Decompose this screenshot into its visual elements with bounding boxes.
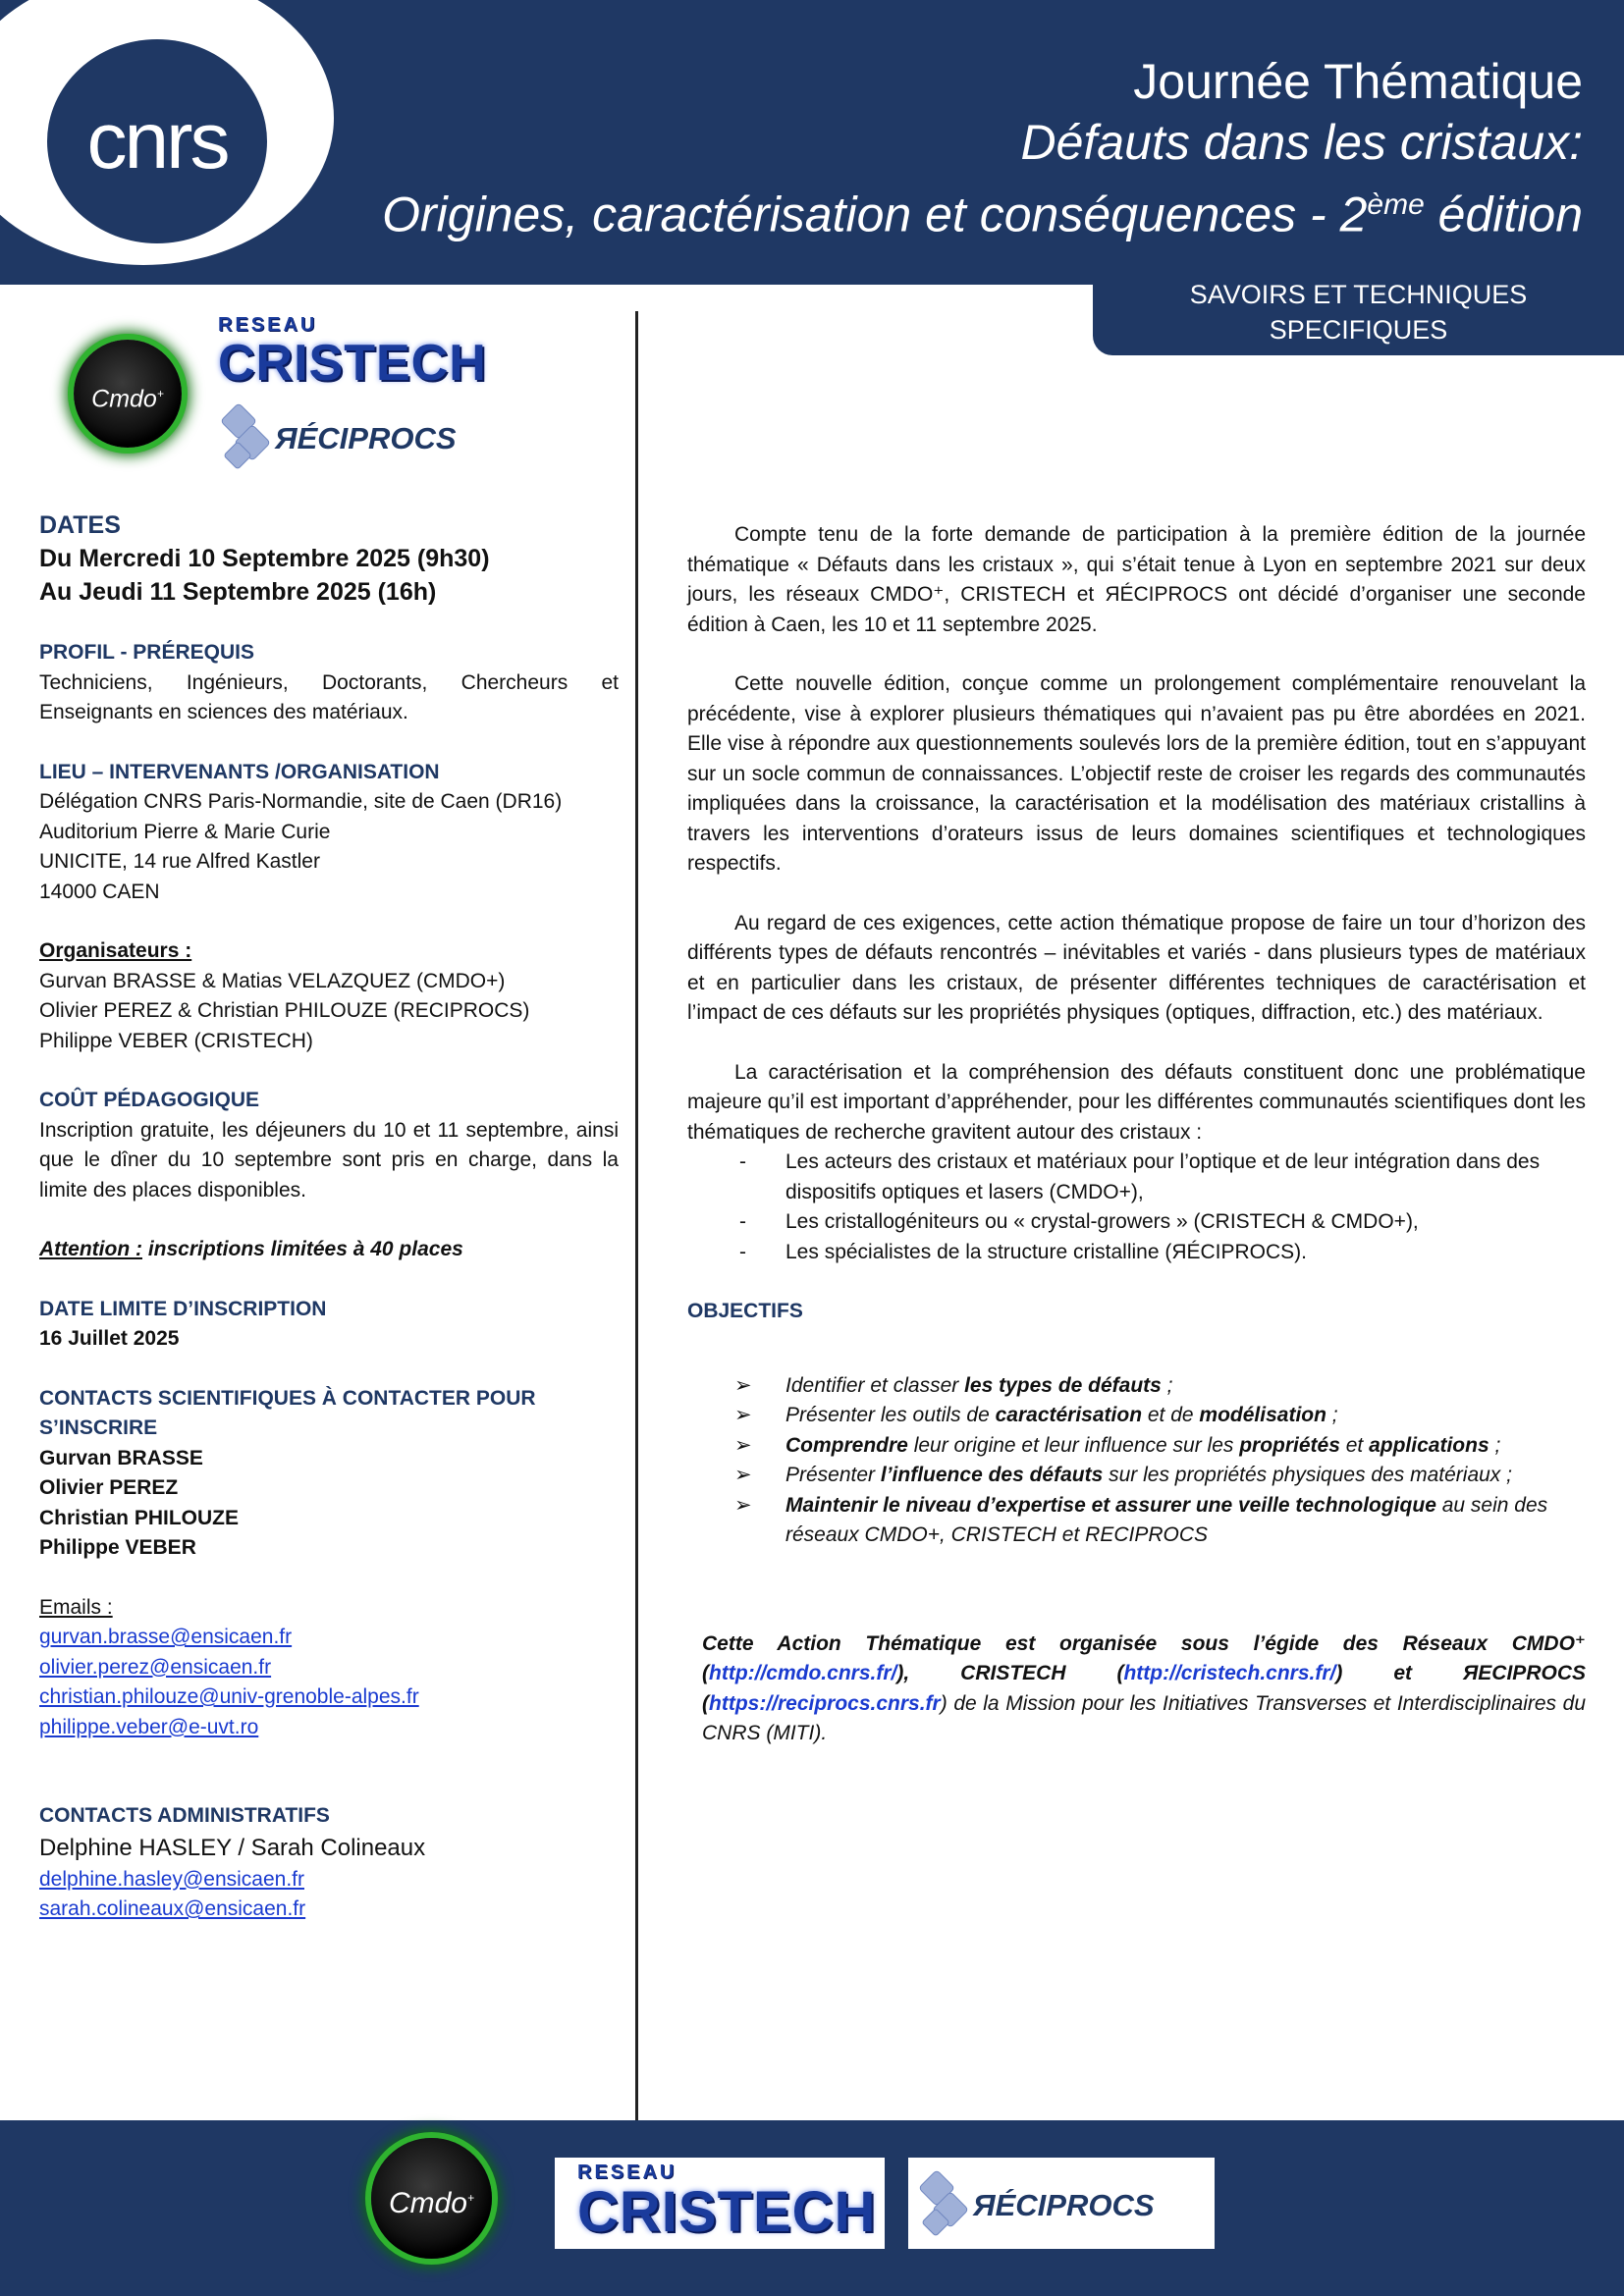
list-item: ➢ Comprendre leur origine et leur influence sur les propriétés et applications ; (687, 1431, 1586, 1462)
arrow-bullet-icon: ➢ (734, 1493, 752, 1517)
cout-text: Inscription gratuite, les déjeuners du 10 et 11 septembre, ainsi que le dîner du 10 septembre sont pris en charge, dans la limite des places disponibles. (39, 1118, 619, 1201)
dates-heading: DATES (39, 511, 121, 539)
lieu-line: Auditorium Pierre & Marie Curie (39, 820, 331, 843)
email-link[interactable]: delphine.hasley@ensicaen.fr (39, 1867, 304, 1891)
dates-line-1: Du Mercredi 10 Septembre 2025 (9h30) (39, 545, 490, 572)
cnrs-logo: cnrs (47, 39, 267, 243)
intro-paragraph-1: Compte tenu de la forte demande de participation à la première édition de la journée thématique « Défauts dans les cristaux », qui s’était tenue à Lyon en septembre 2021 sur deux jours, les réseaux CMDO⁺, CRISTECH et ЯÉCIPROCS ont décidé d’organiser une seconde édition à Caen, les 10 et 11 septembre 2025. (687, 523, 1586, 636)
category-tab: SAVOIRS ET TECHNIQUES SPECIFIQUES (1093, 265, 1624, 355)
cmdo-logo: Cmdo+ (74, 340, 182, 448)
header-banner (0, 0, 1624, 285)
contact-name: Philippe VEBER (39, 1536, 196, 1559)
left-column (39, 508, 619, 1925)
contact-name: Gurvan BRASSE (39, 1446, 203, 1469)
right-column (687, 520, 1586, 1749)
arrow-bullet-icon: ➢ (734, 1433, 752, 1457)
lieu-heading: LIEU – INTERVENANTS /ORGANISATION (39, 760, 440, 783)
profil-heading: PROFIL - PRÉREQUIS (39, 641, 254, 664)
organisateur: Philippe VEBER (CRISTECH) (39, 1029, 313, 1052)
arrow-bullet-icon: ➢ (734, 1404, 752, 1426)
intro-paragraph-4: La caractérisation et la compréhension des défauts constituent donc une problématique majeure qu’il est important d’appréhender, pour les différentes communautés scientifiques dont les thématiques de recherche gravitent autour des cristaux : (687, 1060, 1586, 1144)
contacts-heading: CONTACTS SCIENTIFIQUES À CONTACTER POUR S’INSCRIRE (39, 1386, 536, 1439)
community-list (687, 1148, 1586, 1267)
list-item: - Les spécialistes de la structure cristalline (ЯÉCIPROCS). (739, 1240, 1308, 1263)
cmdo-link[interactable]: http://cmdo.cnrs.fr/ (709, 1662, 897, 1684)
reciprocs-link[interactable]: https://reciprocs.cnrs.fr (709, 1691, 941, 1715)
admin-heading: CONTACTS ADMINISTRATIFS (39, 1804, 330, 1827)
list-item: ➢ Identifier et classer les types de défauts ; (687, 1371, 1586, 1402)
attention-note: Attention : inscriptions limitées à 40 places (39, 1238, 463, 1260)
limite-date: 16 Juillet 2025 (39, 1327, 180, 1350)
title-line-3: Origines, caractérisation et conséquences - 2ème édition (382, 187, 1583, 242)
contact-name: Olivier PEREZ (39, 1476, 179, 1499)
column-divider (635, 311, 638, 2120)
email-link[interactable]: philippe.veber@e-uvt.ro (39, 1715, 259, 1738)
admin-names: Delphine HASLEY / Sarah Colineaux (39, 1834, 426, 1861)
reciprocs-logo: ЯÉCIPROCS (918, 2167, 1155, 2244)
page-title (382, 51, 1583, 247)
title-line-2: Défauts dans les cristaux: (1020, 115, 1583, 170)
title-line-1: Journée Thématique (1133, 54, 1583, 109)
cout-heading: COÛT PÉDAGOGIQUE (39, 1089, 260, 1111)
organisateur: Gurvan BRASSE & Matias VELAZQUEZ (CMDO+) (39, 969, 506, 992)
list-item: ➢ Présenter l’influence des défauts sur les propriétés physiques des matériaux ; (687, 1461, 1586, 1491)
limite-heading: DATE LIMITE D’INSCRIPTION (39, 1297, 327, 1320)
email-link[interactable]: gurvan.brasse@ensicaen.fr (39, 1626, 293, 1648)
objectifs-heading: OBJECTIFS (687, 1300, 803, 1322)
contact-name: Christian PHILOUZE (39, 1506, 240, 1529)
reciprocs-logo: ЯÉCIPROCS (220, 400, 457, 477)
cristech-logo: RESEAU CRISTECH (218, 314, 487, 392)
list-item: - Les cristallogéniteurs ou « crystal-growers » (CRISTECH & CMDO+), (739, 1210, 1419, 1233)
intro-paragraph-2: Cette nouvelle édition, conçue comme un prolongement complémentaire renouvelant la précédente, vise à explorer plusieurs thématiques qui n’avaient pas pu être abordées en 2021. Elle vise à répondre aux questionnements soulevés lors de la première édition, tout en s’appuyant sur un socle commun de connaissances. L’objectif reste de croiser les regards des communautés impliquées dans la croissance, la caractérisation et la modélisation des matériaux cristallins à travers les interventions d’orateurs issus de leurs domaines scientifiques et technologiques respectifs. (687, 672, 1586, 875)
email-link[interactable]: olivier.perez@ensicaen.fr (39, 1655, 272, 1679)
arrow-bullet-icon: ➢ (734, 1464, 752, 1486)
arrow-bullet-icon: ➢ (734, 1373, 752, 1397)
list-item: ➢ Maintenir le niveau d’expertise et assurer une veille technologique au sein des réseaux CMDO+, CRISTECH et RECIPROCS (687, 1491, 1586, 1551)
lieu-line: UNICITE, 14 rue Alfred Kastler (39, 850, 320, 873)
cristech-link[interactable]: http://cristech.cnrs.fr/ (1123, 1662, 1336, 1684)
profil-text: Techniciens, Ingénieurs, Doctorants, Chercheurs et Enseignants en sciences des matériaux. (39, 670, 619, 723)
closing-statement: Cette Action Thématique est organisée sous l’égide des Réseaux CMDO⁺ (http://cmdo.cnrs.fr/), CRISTECH (http://cristech.cnrs.fr/) et ЯECIPROCS (https://reciprocs.cnrs.fr) de la Mission pour les Initiatives Transverses et Interdisciplinaires du CNRS (MITI). (702, 1631, 1586, 1744)
list-item: - Les acteurs des cristaux et matériaux pour l’optique et de leur intégration dans des dispositifs optiques et lasers (CMDO+), (739, 1150, 1541, 1203)
objectifs-list (687, 1371, 1586, 1551)
intro-paragraph-3: Au regard de ces exigences, cette action thématique propose de faire un tour d’horizon des différents types de défauts rencontrés – inévitables et variés - dans plusieurs types de matériaux et en particulier dans les cristaux, de présenter différentes techniques de caractérisation et l’impact de ces défauts sur les propriétés physiques (optiques, diffraction, etc.) des matériaux. (687, 911, 1586, 1024)
list-item: ➢ Présenter les outils de caractérisation et de modélisation ; (687, 1401, 1586, 1431)
lieu-line: 14000 CAEN (39, 880, 160, 903)
email-link[interactable]: christian.philouze@univ-grenoble-alpes.fr (39, 1685, 419, 1708)
lieu-line: Délégation CNRS Paris-Normandie, site de Caen (DR16) (39, 790, 563, 813)
emails-heading: Emails : (39, 1595, 113, 1619)
organisateurs-heading: Organisateurs : (39, 939, 192, 962)
cristech-logo: RESEAU CRISTECH (577, 2162, 877, 2244)
dates-line-2: Au Jeudi 11 Septembre 2025 (16h) (39, 578, 437, 606)
cmdo-logo: Cmdo+ (371, 2138, 492, 2259)
email-link[interactable]: sarah.colineaux@ensicaen.fr (39, 1897, 306, 1920)
organisateur: Olivier PEREZ & Christian PHILOUZE (RECIPROCS) (39, 999, 530, 1022)
